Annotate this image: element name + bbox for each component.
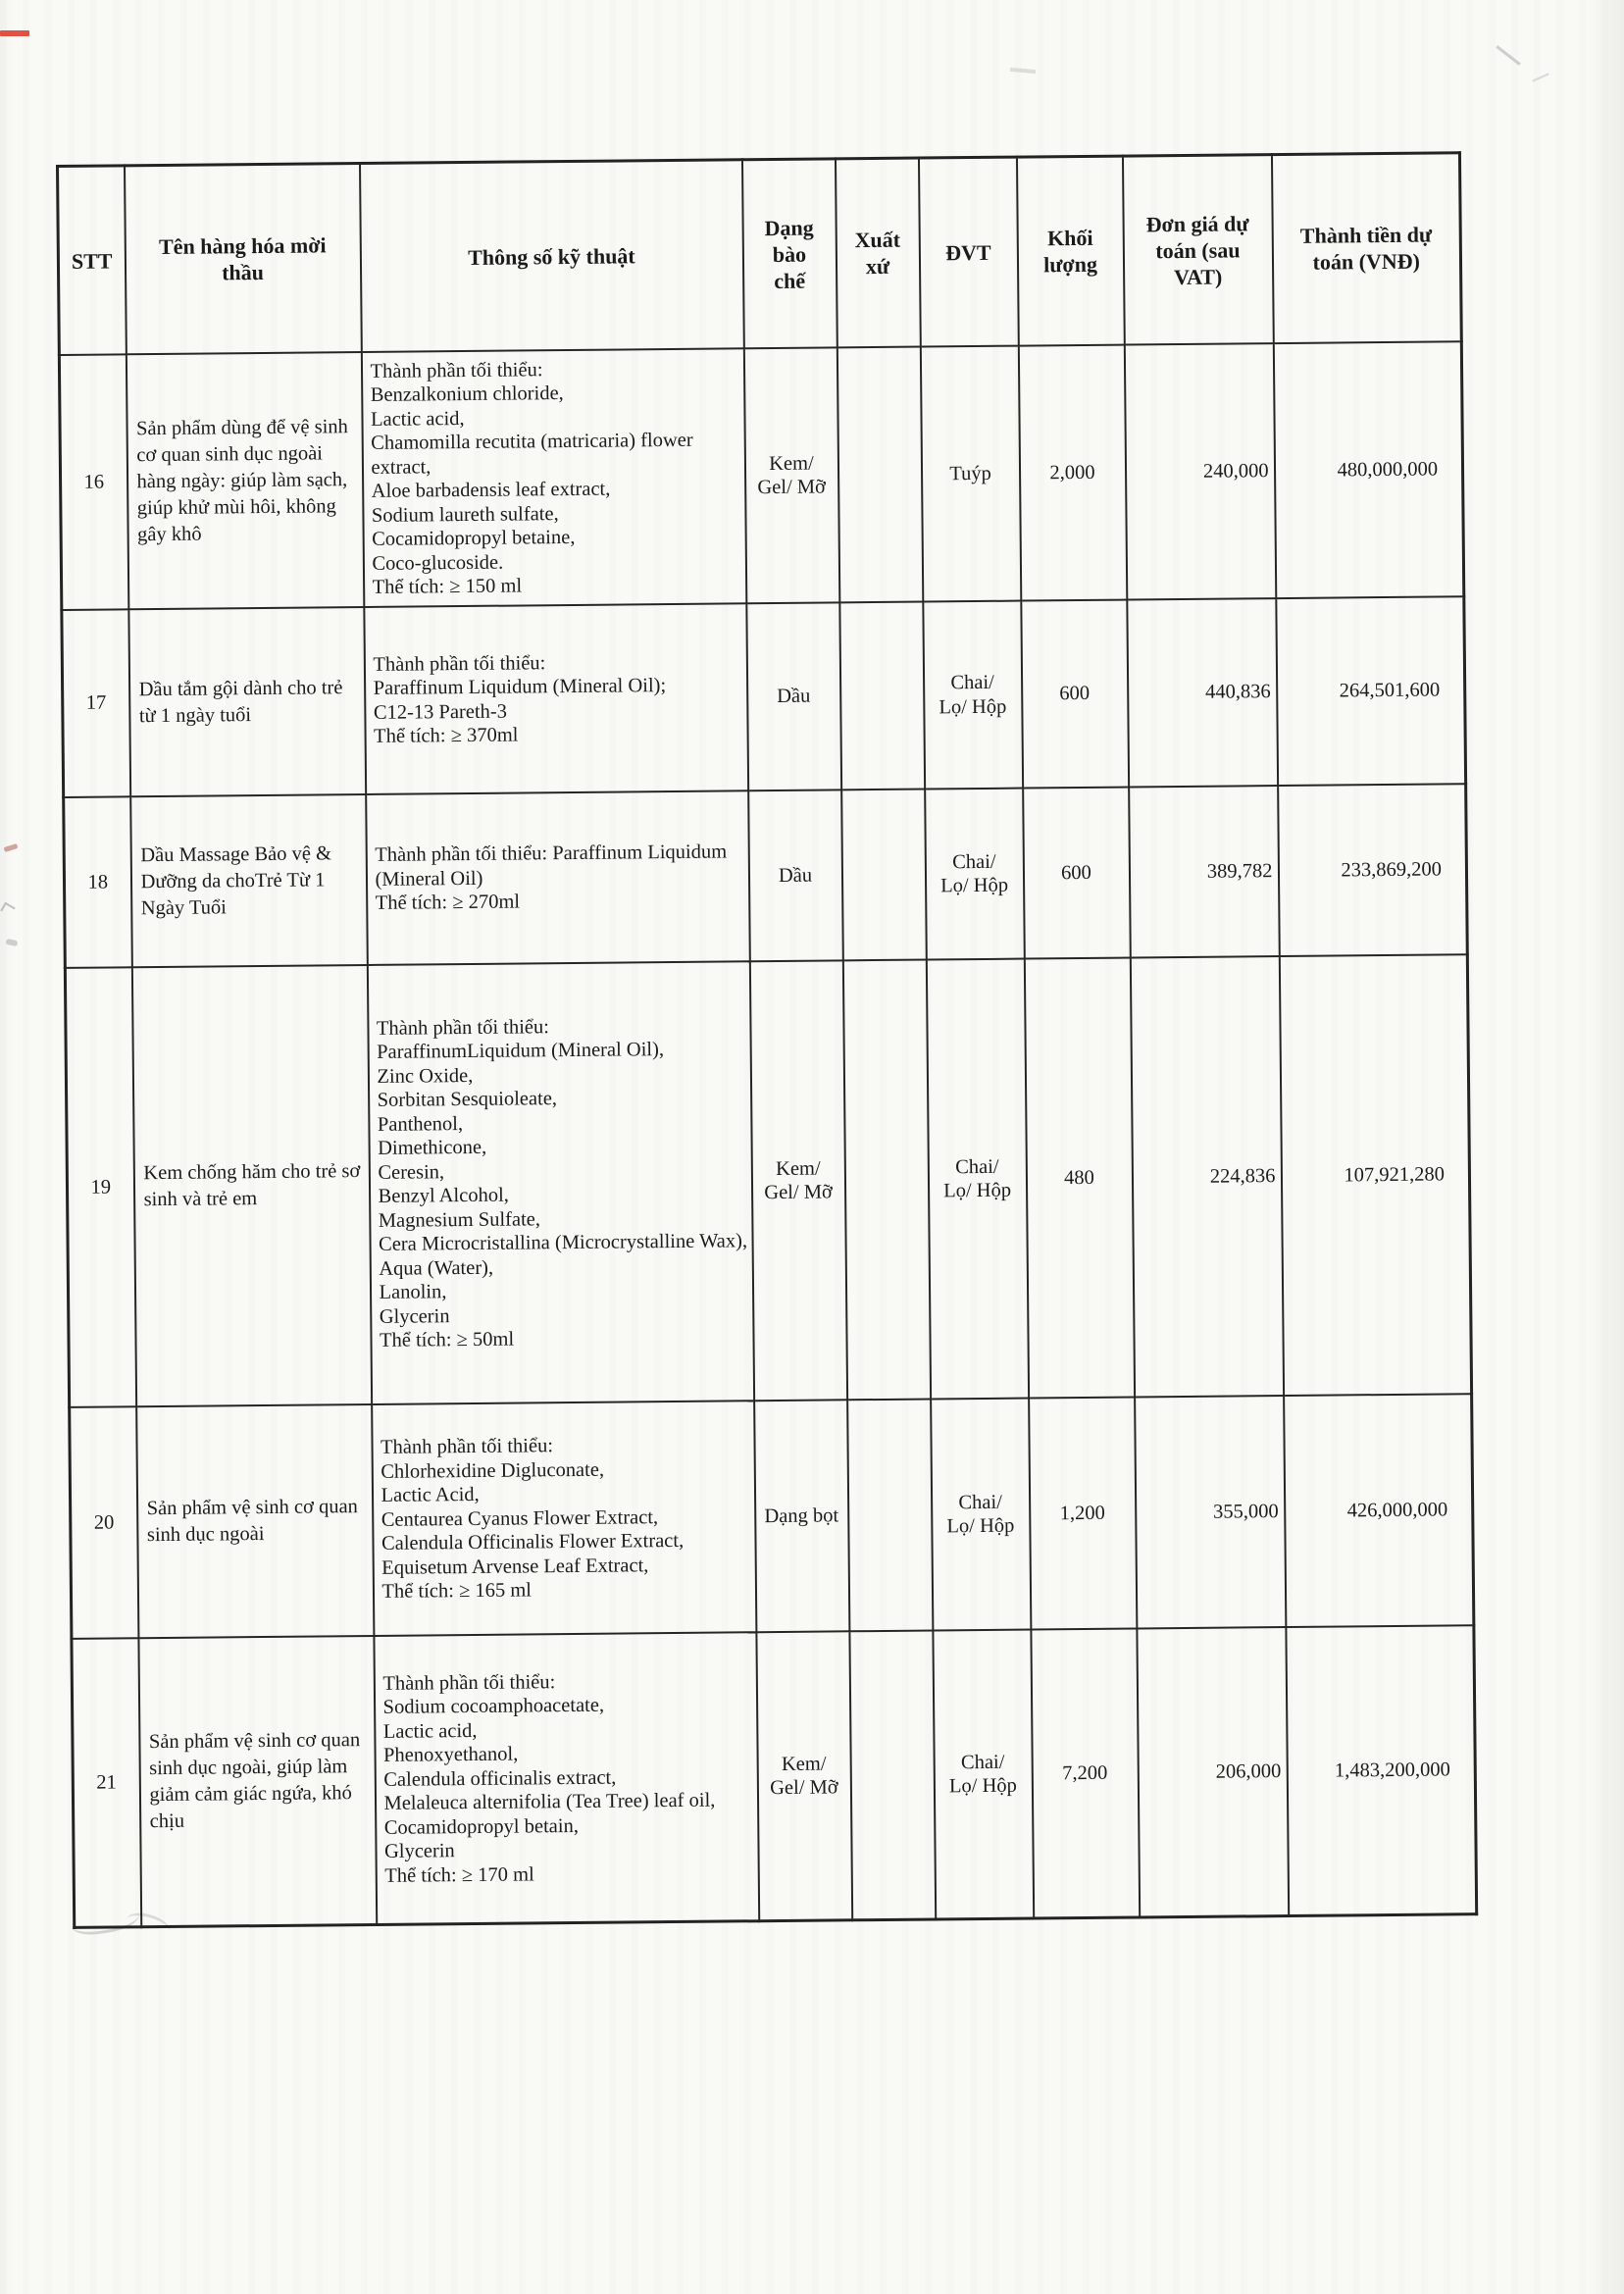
cell-quantity: 7,200 — [1031, 1628, 1140, 1918]
cell-stt: 20 — [70, 1406, 138, 1639]
cell-unit-price: 206,000 — [1137, 1627, 1289, 1917]
cell-unit: Chai/ Lọ/ Hộp — [931, 1399, 1031, 1631]
cell-origin — [837, 347, 922, 603]
cell-item-name: Kem chống hăm cho trẻ sơ sinh và trẻ em — [131, 965, 371, 1406]
scan-artifact — [1532, 73, 1548, 81]
cell-quantity: 2,000 — [1018, 345, 1126, 601]
cell-specs: Thành phần tối thiểu: Chlorhexidine Digluconate, Lactic Acid, Centaurea Cyanus Flower Extract, Calendula Officinalis Flower Extract, Equisetum Arvense Leaf Extract, Thể tích: ≥ 165 ml — [372, 1401, 756, 1636]
cell-origin — [841, 790, 927, 961]
table-row-item-18 — [64, 784, 1468, 968]
column-header-stt: STT — [58, 166, 127, 355]
cell-form: Kem/ Gel/ Mỡ — [756, 1631, 852, 1920]
column-header-thanh-tien: Thành tiền dự toán (VNĐ) — [1271, 153, 1461, 343]
cell-unit-price: 389,782 — [1129, 786, 1280, 957]
cell-unit-price: 440,836 — [1127, 598, 1278, 787]
cell-unit-price: 240,000 — [1124, 343, 1275, 599]
cell-unit: Chai/ Lọ/ Hộp — [926, 959, 1028, 1400]
cell-form: Dầu — [746, 602, 841, 790]
cell-specs: Thành phần tối thiểu: Sodium cocoamphoacetate, Lactic acid, Phenoxyethanol, Calendula officinalis extract, Melaleuca alternifolia (Tea Tree) leaf oil, Cocamidopropyl betain, Glycerin Thể tích: ≥ 170 ml — [374, 1632, 759, 1924]
scan-artifact — [1496, 45, 1520, 66]
cell-unit-price: 355,000 — [1135, 1396, 1286, 1628]
column-header-dang-bao-che: Dạng bào chế — [741, 159, 837, 348]
cell-form: Kem/ Gel/ Mỡ — [749, 960, 846, 1401]
cell-stt: 19 — [65, 967, 135, 1407]
table-row-item-19 — [65, 954, 1471, 1407]
scan-artifact — [6, 939, 19, 946]
cell-quantity: 600 — [1023, 788, 1131, 959]
procurement-items-table — [56, 151, 1478, 1929]
column-header-khoi-luong: Khối lượng — [1016, 156, 1124, 346]
cell-unit-price: 224,836 — [1130, 956, 1283, 1397]
cell-origin — [842, 960, 930, 1401]
column-header-don-gia: Đơn giá dự toán (sau VAT) — [1122, 155, 1273, 345]
cell-unit: Chai/ Lọ/ Hộp — [923, 601, 1023, 790]
cell-quantity: 600 — [1021, 600, 1129, 789]
scan-artifact — [0, 902, 15, 917]
cell-unit: Tuýp — [920, 346, 1020, 602]
cell-stt: 16 — [59, 354, 127, 610]
cell-stt: 18 — [64, 796, 132, 968]
cell-total: 426,000,000 — [1284, 1394, 1474, 1627]
table-row-item-17 — [62, 596, 1466, 797]
table-row-item-20 — [70, 1394, 1474, 1639]
cell-form: Dầu — [748, 790, 843, 961]
column-header-ten-hang-hoa: Tên hàng hóa mời thầu — [125, 164, 362, 355]
procurement-table-sheet — [56, 151, 1475, 1929]
cell-total: 1,483,200,000 — [1286, 1625, 1477, 1915]
cell-unit: Chai/ Lọ/ Hộp — [925, 789, 1025, 960]
cell-item-name: Sản phẩm dùng để vệ sinh cơ quan sinh dục ngoài hàng ngày: giúp làm sạch, giúp khử mùi hôi, không gây khô — [126, 352, 363, 609]
column-header-xuat-xu: Xuất xứ — [835, 158, 920, 347]
cell-form: Kem/ Gel/ Mỡ — [743, 347, 838, 603]
cell-total: 264,501,600 — [1276, 596, 1466, 786]
cell-specs: Thành phần tối thiểu: Paraffinum Liquidum (Mineral Oil); C12-13 Pareth-3 Thể tích: ≥ 370ml — [364, 603, 748, 794]
cell-total: 480,000,000 — [1273, 341, 1463, 598]
cell-quantity: 1,200 — [1029, 1398, 1137, 1630]
cell-item-name: Sản phẩm vệ sinh cơ quan sinh dục ngoài — [136, 1404, 374, 1638]
column-header-dvt: ĐVT — [918, 157, 1018, 346]
cell-origin — [839, 602, 925, 790]
cell-quantity: 480 — [1024, 958, 1134, 1399]
cell-total: 107,921,280 — [1279, 954, 1471, 1396]
cell-origin — [847, 1399, 933, 1631]
column-header-thong-so-ky-thuat: Thông số kỹ thuật — [360, 160, 744, 352]
cell-stt: 21 — [72, 1638, 141, 1927]
cell-origin — [849, 1630, 936, 1919]
cell-unit: Chai/ Lọ/ Hộp — [933, 1630, 1034, 1919]
cell-specs: Thành phần tối thiểu: Benzalkonium chloride, Lactic acid, Chamomilla recutita (matricaria) flower extract, Aloe barbadensis leaf extract, Sodium laureth sulfate, Cocamidopropyl betaine, Coco-glucoside. Thể tích: ≥ 150 ml — [361, 348, 745, 607]
table-header-row — [58, 153, 1462, 355]
cell-item-name: Sản phẩm vệ sinh cơ quan sinh dục ngoài, giúp làm giảm cảm giác ngứa, khó chịu — [138, 1636, 377, 1927]
cell-specs: Thành phần tối thiểu: ParaffinumLiquidum (Mineral Oil), Zinc Oxide, Sorbitan Sesquioleate, Panthenol, Dimethicone, Ceresin, Benzyl Alcohol, Magnesium Sulfate, Cera Microcristallina (Microcrystalline Wax), Aqua (Water), Lanolin, Glycerin Thể tích: ≥ 50ml — [367, 961, 753, 1404]
cell-stt: 17 — [62, 609, 130, 797]
cell-item-name: Dầu tắm gội dành cho trẻ từ 1 ngày tuổi — [128, 607, 366, 796]
cell-item-name: Dầu Massage Bảo vệ & Dưỡng da choTrẻ Từ 1 Ngày Tuổi — [130, 794, 368, 967]
table-row-item-21 — [72, 1625, 1477, 1927]
scan-artifact — [1010, 68, 1036, 74]
cell-total: 233,869,200 — [1278, 784, 1468, 956]
scan-artifact — [4, 843, 19, 852]
cell-specs: Thành phần tối thiểu: Paraffinum Liquidum (Mineral Oil) Thể tích: ≥ 270ml — [366, 790, 750, 965]
cell-form: Dạng bọt — [754, 1400, 849, 1632]
table-row-item-16 — [59, 341, 1463, 610]
scan-artifact — [0, 30, 29, 36]
